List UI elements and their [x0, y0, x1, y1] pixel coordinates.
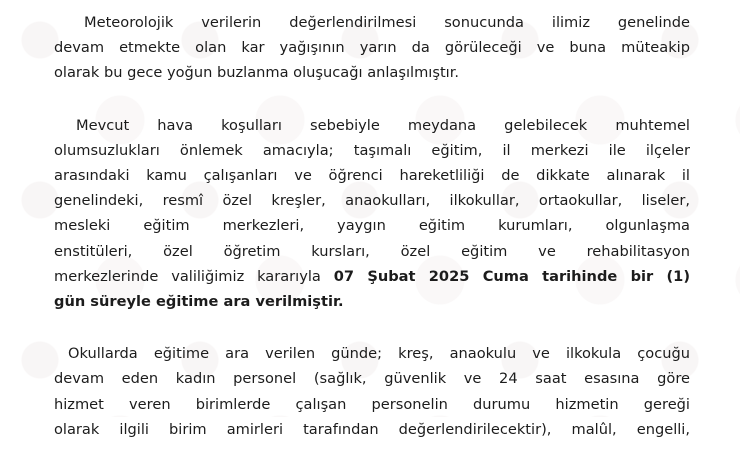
paragraph-1: [54, 10, 690, 86]
paragraph-3: [54, 341, 690, 442]
text-line: mesleki eğitim merkezleri, yaygın eğitim kurumları, olgunlaşma: [54, 217, 690, 235]
text-line: Meteorolojik verilerin değerlendirilmesi sonucunda ilimiz genelinde: [84, 14, 690, 31]
text-line: arasındaki kamu çalışanları ve öğrenci hareketliliği de dikkate alınarak il: [54, 167, 690, 185]
text-line: devam eden kadın personel (sağlık, güvenlik ve 24 saat esasına göre: [54, 370, 690, 388]
text-line: Mevcut hava koşulları sebebiyle meydana gelebilecek muhtemel: [76, 116, 690, 134]
text-line: genelindeki, resmî özel kreşler, anaokulları, ilkokullar, ortaokullar, liseler,: [54, 192, 690, 210]
text-line: olarak bu gece yoğun buzlanma oluşucağı anlaşılmıştır.: [54, 64, 460, 82]
document-body: [54, 10, 690, 469]
text-line: olumsuzlukları önlemek amacıyla; taşımalı eğitim, il merkezi ile ilçeler: [54, 141, 690, 159]
text-line: enstitüleri, özel öğretim kursları, özel eğitim ve rehabilitasyon: [54, 242, 690, 260]
text-line-mixed: [54, 264, 690, 289]
text-line: hizmet veren birimlerde çalışan personelin durumu hizmetin gereği: [54, 395, 690, 413]
bold-decision-text: gün süreyle eğitime ara verilmiştir.: [54, 293, 344, 311]
paragraph-2: [54, 113, 690, 315]
text-run: merkezlerinde valiliğimiz kararıyla: [54, 267, 334, 285]
text-line: Okullarda eğitime ara verilen günde; kreş, anaokulu ve ilkokula çocuğu: [68, 345, 690, 363]
text-line: devam etmekte olan kar yağışının yarın da görüleceği ve buna müteakip: [54, 39, 690, 57]
bold-date-text: 07 Şubat 2025 Cuma tarihinde bir (1): [333, 267, 691, 285]
text-line: olarak ilgili birim amirleri tarafından değerlendirilecektir), malûl, engelli,: [54, 420, 690, 438]
